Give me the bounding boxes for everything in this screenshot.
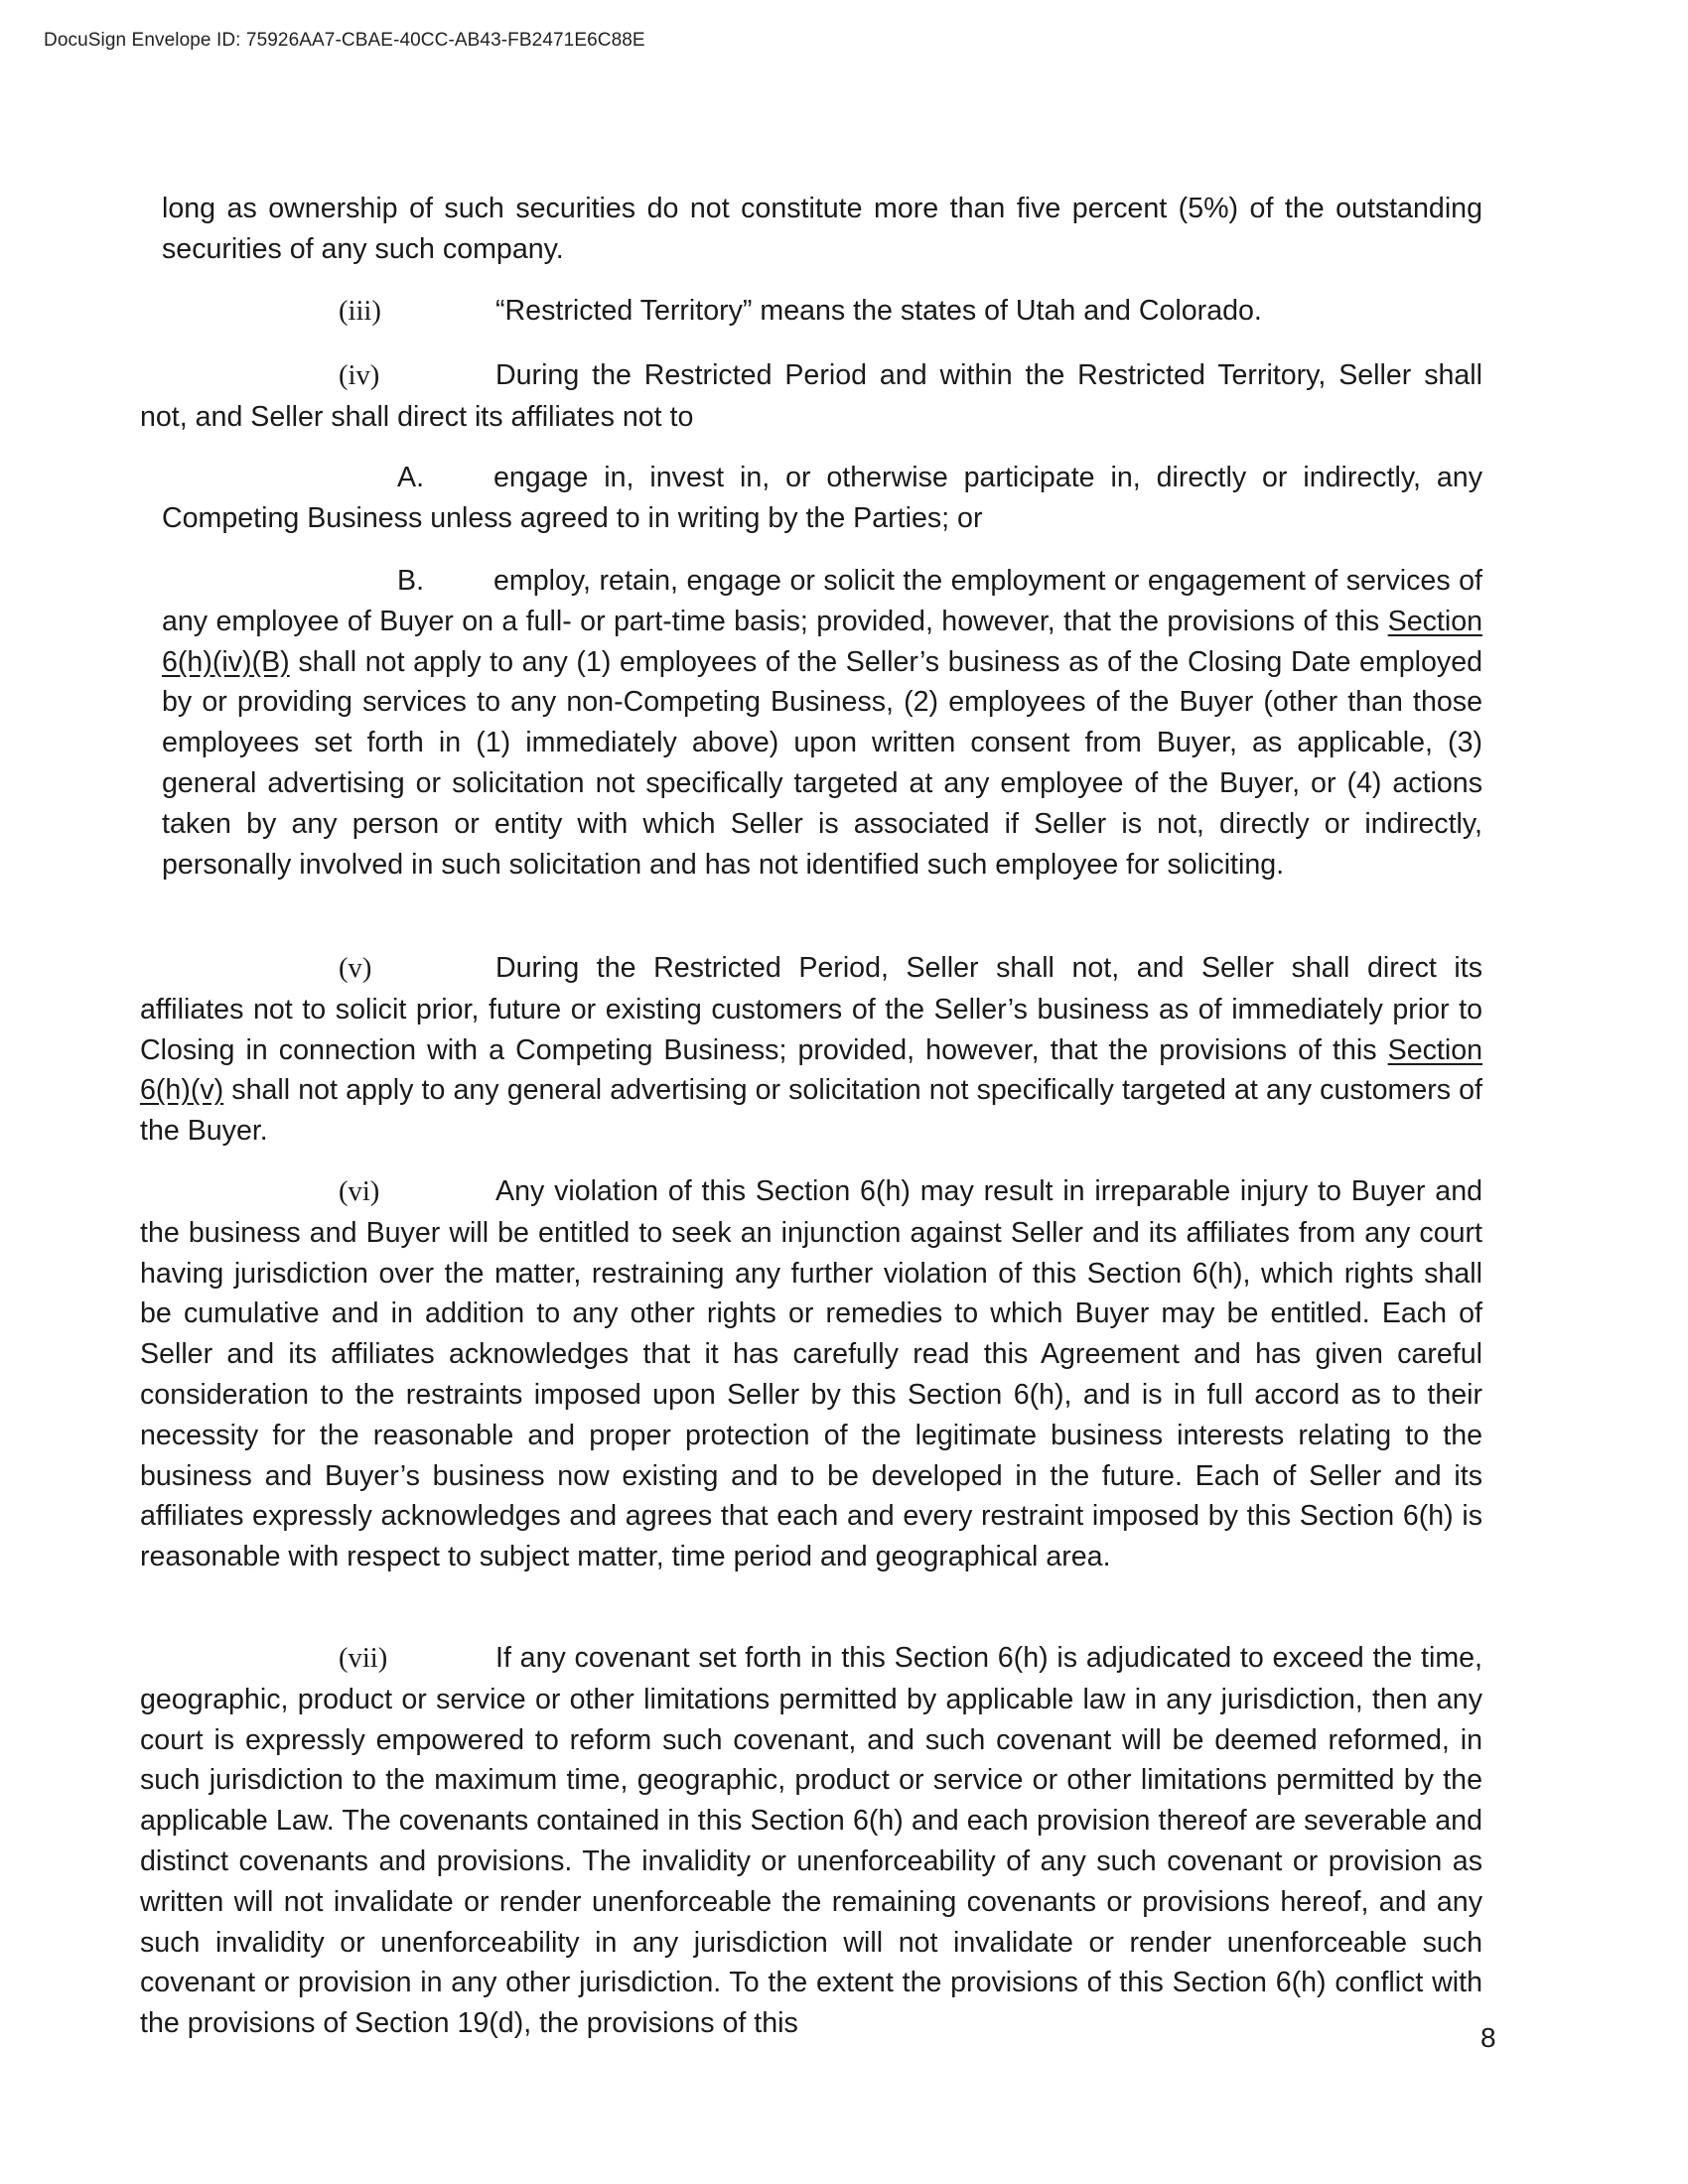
paragraph-text: Any violation of this Section 6(h) may result in irreparable injury to Buyer and the business and Buyer will be entitled to seek an injunction against Seller and its affiliates from any court having jurisdiction over the matter, restraining any further violation of this Section 6(h), which rights shall be cumulative and in addition to any other rights or remedies to which Buyer may be entitled. Each of Seller and its affiliates acknowledges that it has carefully read this Agreement and has given careful consideration to the restraints imposed upon Seller by this Section 6(h), and is in full accord as to their necessity for the reasonable and proper protection of the legitimate business interests relating to the business and Buyer’s business now existing and to be developed in the future. Each of Seller and its affiliates expressly acknowledges and agrees that each and every restraint imposed by this Section 6(h) is reasonable with respect to subject matter, time period and geographical area.	[140, 1175, 1482, 1573]
clause-marker: A.	[397, 462, 425, 493]
paragraph-text: “Restricted Territory” means the states of Utah and Colorado.	[495, 295, 1262, 327]
paragraph-vii	[140, 1638, 1482, 2044]
clause-marker: (v)	[339, 953, 372, 984]
section-reference-link[interactable]: Section 6(h)(iv)(B)	[162, 605, 1482, 678]
paragraph-text: engage in, invest in, or otherwise participate in, directly or indirectly, any Competing Business unless agreed to in writing by the Parties; or	[162, 462, 1482, 534]
clause-marker: (vi)	[339, 1176, 380, 1207]
paragraph-continuation	[162, 189, 1482, 270]
paragraph-text: During the Restricted Period and within the Restricted Territory, Seller shall not, and Seller shall direct its affiliates not to	[140, 359, 1482, 433]
paragraph-text: shall not apply to any general advertising or solicitation not specifically targeted at any customers of the Buyer.	[140, 1074, 1482, 1148]
clause-marker: (iii)	[339, 296, 381, 327]
paragraph-text: long as ownership of such securities do not constitute more than five percent (5%) of the outstanding securities of any such company.	[162, 193, 1482, 265]
paragraph-text: shall not apply to any (1) employees of the Seller’s business as of the Closing Date employed by or providing services to any non-Competing Business, (2) employees of the Buyer (other than those employees set forth in (1) immediately above) upon written consent from Buyer, as applicable, (3) general advertising or solicitation not specifically targeted at any employee of the Buyer, or (4) actions taken by any person or entity with which Seller is associated if Seller is not, directly or indirectly, personally involved in such solicitation and has not identified such employee for soliciting.	[162, 645, 1482, 881]
paragraph-v	[140, 948, 1482, 1152]
section-reference-link[interactable]: Section 6(h)(v)	[140, 1033, 1482, 1107]
paragraph-iii	[339, 291, 1482, 333]
paragraph-iv	[140, 355, 1482, 438]
clause-marker: B.	[397, 565, 425, 597]
paragraph-text: If any covenant set forth in this Section 6(h) is adjudicated to exceed the time, geographic, product or service or other limitations permitted by applicable law in any jurisdiction, then any court is expressly empowered to reform such covenant, and such covenant will be deemed reformed, in such jurisdiction to the maximum time, geographic, product or service or other limitations permitted by the applicable Law. The covenants contained in this Section 6(h) and each provision thereof are severable and distinct covenants and provisions. The invalidity or unenforceability of any such covenant or provision as written will not invalidate or render unenforceable the remaining covenants or provisions hereof, and any such invalidity or unenforceability in any jurisdiction will not invalidate or render unenforceable such covenant or provision in any other jurisdiction. To the extent the provisions of this Section 6(h) conflict with the provisions of Section 19(d), the provisions of this	[140, 1642, 1482, 2040]
paragraph-text: During the Restricted Period, Seller shall not, and Seller shall direct its affiliates not to solicit prior, future or existing customers of the Seller’s business as of immediately prior to Closing in connection with a Competing Business; provided, however, that the provisions of this	[140, 952, 1482, 1066]
envelope-id: DocuSign Envelope ID: 75926AA7-CBAE-40CC-AB43-FB2471E6C88E	[44, 30, 645, 51]
paragraph-text: employ, retain, engage or solicit the employment or engagement of services of any employee of Buyer on a full- or part-time basis; provided, however, that the provisions of this	[162, 565, 1482, 637]
paragraph-a	[162, 458, 1482, 539]
clause-marker: (vii)	[339, 1643, 388, 1674]
paragraph-vi	[140, 1171, 1482, 1577]
page-number: 8	[1480, 2022, 1496, 2053]
clause-marker: (iv)	[339, 360, 380, 391]
paragraph-b	[162, 561, 1482, 885]
